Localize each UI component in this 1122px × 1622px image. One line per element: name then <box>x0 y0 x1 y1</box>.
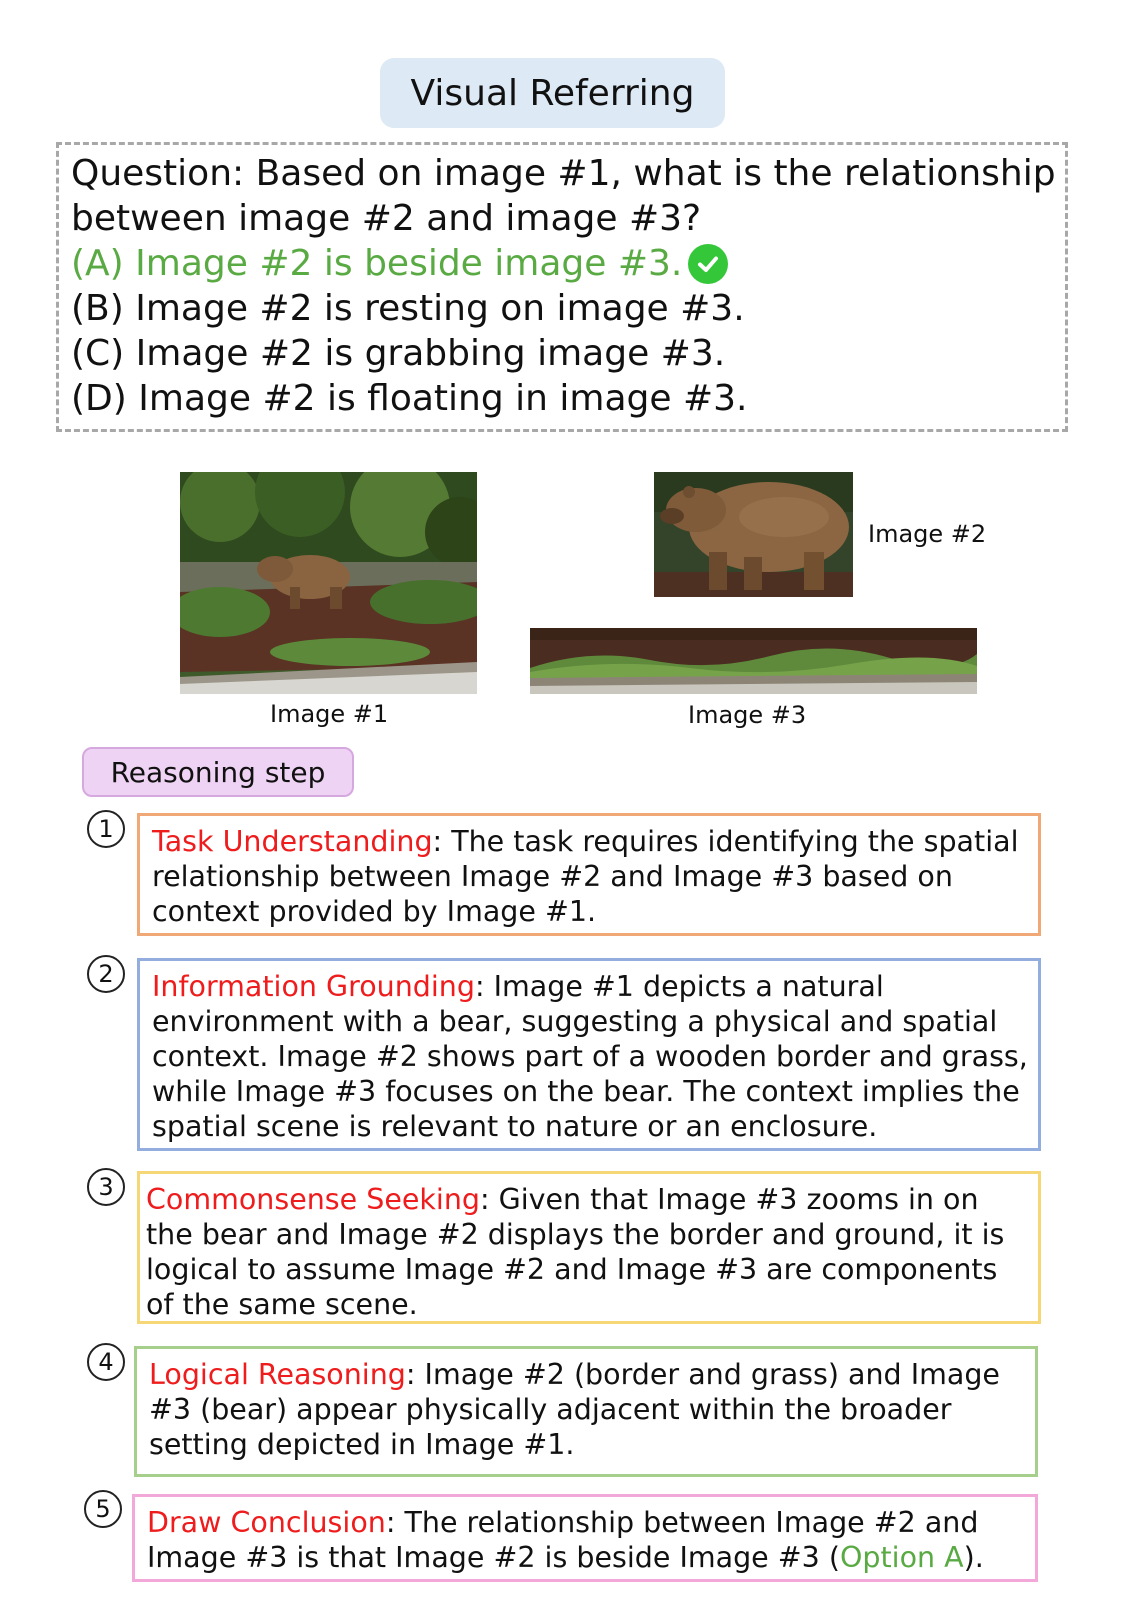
image-2 <box>654 472 853 597</box>
option-c: (C) Image #2 is grabbing image #3. <box>71 333 726 374</box>
step-4-box <box>134 1346 1038 1477</box>
step-3-body: : Given that Image #3 zooms in on the bear and Image #2 displays the border and ground, it is logical to assume Image #2 and Image #3 are components of the same scene. <box>146 1183 1005 1321</box>
reasoning-step-text: Reasoning step <box>110 755 326 789</box>
image-3-caption: Image #3 <box>688 701 807 729</box>
step-3-head: Commonsense Seeking <box>146 1183 480 1216</box>
step-5-head: Draw Conclusion <box>147 1506 386 1539</box>
option-b: (B) Image #2 is resting on image #3. <box>71 288 745 329</box>
step-4-number: 4 <box>87 1343 125 1381</box>
image-2-caption: Image #2 <box>868 520 987 548</box>
image-1 <box>180 472 477 694</box>
question-line-2: between image #2 and image #3? <box>71 198 702 239</box>
bear-crop-photo <box>654 472 853 597</box>
step-3-box <box>137 1171 1041 1324</box>
option-d: (D) Image #2 is floating in image #3. <box>71 378 748 419</box>
step-5-tail: ). <box>963 1541 984 1574</box>
image-3 <box>530 628 977 694</box>
step-5-number: 5 <box>84 1490 122 1528</box>
step-5-box <box>132 1494 1038 1582</box>
option-a-label: (A) Image #2 is beside image #3. <box>71 243 683 284</box>
border-grass-photo <box>530 628 977 694</box>
step-2-number: 2 <box>87 955 125 993</box>
step-1-box <box>137 813 1041 936</box>
page-title: Visual Referring <box>410 72 695 114</box>
reasoning-step-label <box>82 747 354 797</box>
step-4-head: Logical Reasoning <box>149 1358 406 1391</box>
step-3-number: 3 <box>87 1168 125 1206</box>
title-pill <box>380 58 725 128</box>
bear-scene-photo <box>180 472 477 694</box>
step-5-option: Option A <box>839 1541 964 1574</box>
image-1-caption: Image #1 <box>270 700 389 728</box>
step-2-head: Information Grounding <box>152 970 475 1003</box>
checkmark-icon <box>688 244 728 284</box>
step-2-body: : Image #1 depicts a natural environment with a bear, suggesting a physical and spatial context. Image #2 shows part of a wooden border and grass, while Image #3 focuses on the bear. The context implies the spatial scene is relevant to nature or an enclosure. <box>152 970 1028 1143</box>
step-1-number: 1 <box>87 810 125 848</box>
step-4-body: : Image #2 (border and grass) and Image #3 (bear) appear physically adjacent within the broader setting depicted in Image #1. <box>149 1358 1000 1461</box>
step-1-body: : The task requires identifying the spatial relationship between Image #2 and Image #3 based on context provided by Image #1. <box>152 825 1019 928</box>
step-5-body: : The relationship between Image #2 and Image #3 is that Image #2 is beside Image #3 ( <box>147 1506 979 1574</box>
question-line-1: Question: Based on image #1, what is the relationship <box>71 153 1056 194</box>
question-box <box>56 142 1068 432</box>
step-2-box <box>137 958 1041 1151</box>
step-1-head: Task Understanding <box>152 825 433 858</box>
option-a <box>71 241 1053 286</box>
